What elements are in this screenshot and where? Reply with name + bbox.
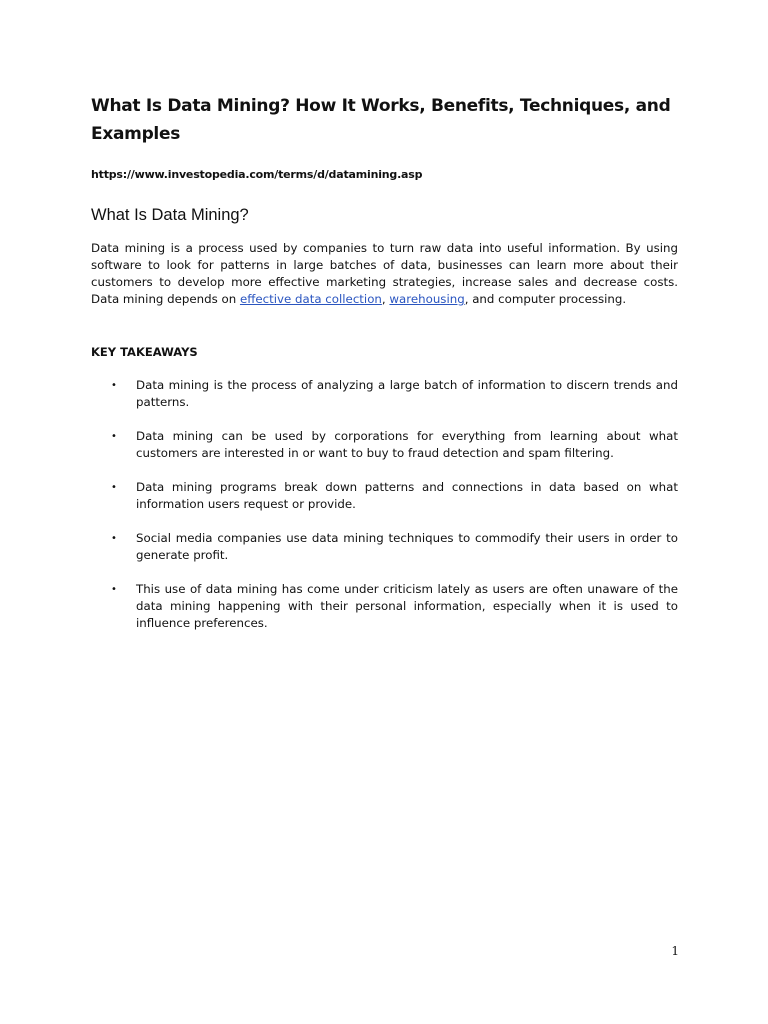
bullet-icon: • <box>111 431 117 442</box>
takeaway-text: Data mining programs break down patterns and connections in data based on what information users request or provide. <box>136 480 678 511</box>
bullet-icon: • <box>111 584 117 595</box>
intro-text-before: Data mining is a process used by companies to turn raw data into useful information. By using software to look for patterns in large batches of data, businesses can learn more about their customers to develop more effective marketing strategies, increase sales and decrease costs. Data mining depends on <box>91 241 678 306</box>
bullet-icon: • <box>111 380 117 391</box>
takeaway-text: Data mining is the process of analyzing a large batch of information to discern trends and patterns. <box>136 378 678 409</box>
intro-paragraph <box>91 240 678 308</box>
bullet-icon: • <box>111 533 117 544</box>
bullet-icon: • <box>111 482 117 493</box>
key-takeaways-heading: KEY TAKEAWAYS <box>91 345 198 359</box>
section-heading: What Is Data Mining? <box>91 206 249 224</box>
document-title: What Is Data Mining? How It Works, Benefits, Techniques, and Examples <box>91 96 671 144</box>
warehousing-link[interactable]: warehousing <box>389 292 465 306</box>
takeaway-item <box>91 377 678 411</box>
takeaway-item <box>91 428 678 462</box>
effective-data-collection-link[interactable]: effective data collection <box>239 292 382 306</box>
takeaway-item <box>91 479 678 513</box>
key-takeaways-list <box>91 377 678 649</box>
takeaway-item <box>91 581 678 632</box>
intro-separator: , <box>381 292 390 306</box>
page-number: 1 <box>671 944 679 958</box>
takeaway-item <box>91 530 678 564</box>
intro-text-after: , and computer processing. <box>464 292 627 306</box>
takeaway-text: This use of data mining has come under criticism lately as users are often unaware of the data mining happening with their personal information, especially when it is used to influence preferences. <box>136 582 678 630</box>
source-url: https://www.investopedia.com/terms/d/datamining.asp <box>91 168 423 181</box>
takeaway-text: Social media companies use data mining techniques to commodify their users in order to generate profit. <box>136 531 678 562</box>
takeaway-text: Data mining can be used by corporations for everything from learning about what customers are interested in or want to buy to fraud detection and spam filtering. <box>136 429 678 460</box>
